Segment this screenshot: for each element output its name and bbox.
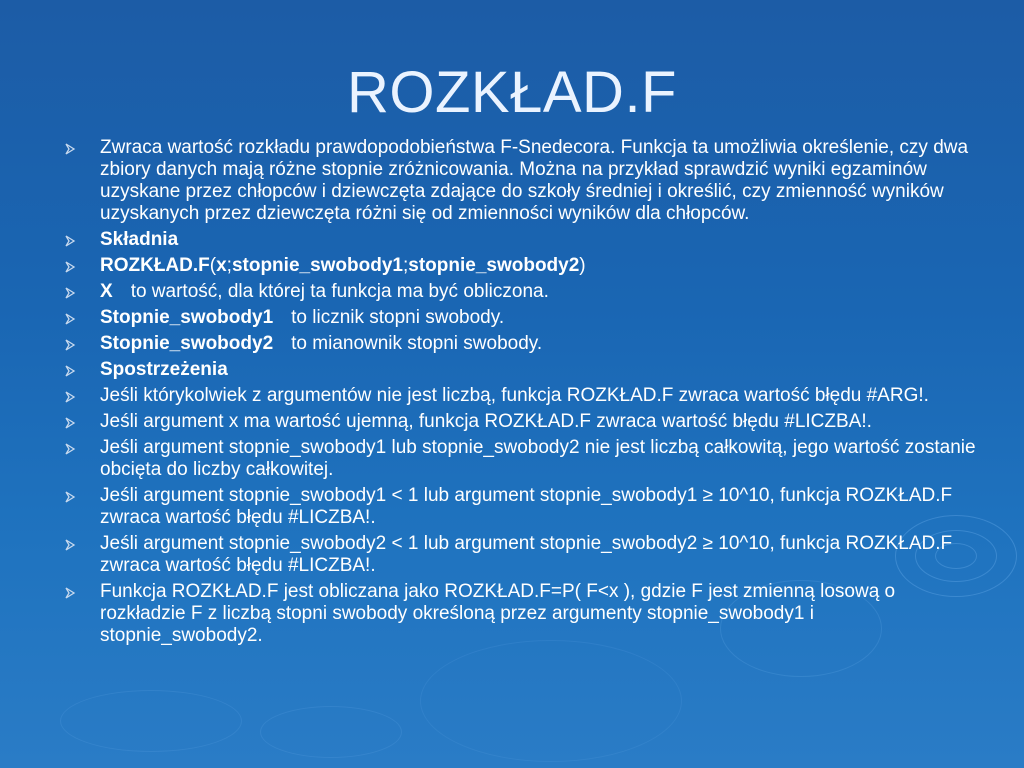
syntax-arg-x: x: [216, 255, 227, 276]
list-item-remark: [60, 581, 980, 647]
slide-title: ROZKŁAD.F: [347, 60, 677, 125]
list-item-remark: [60, 533, 980, 577]
chevron-right-icon: [64, 313, 76, 325]
item-text: Jeśli argument stopnie_swobody1 < 1 lub argument stopnie_swobody1 ≥ 10^10, funkcja ROZKŁAD.F zwraca wartość błędu #LICZBA!.: [100, 485, 953, 528]
list-item-syntax: [60, 255, 980, 277]
list-item-arg-df1: [60, 307, 980, 329]
chevron-right-icon: [64, 365, 76, 377]
item-text: Jeśli argument stopnie_swobody1 lub stopnie_swobody2 nie jest liczbą całkowitą, jego wartość zostanie obcięta do liczby całkowitej.: [100, 437, 976, 480]
item-text: Jeśli którykolwiek z argumentów nie jest liczbą, funkcja ROZKŁAD.F zwraca wartość błędu #ARG!.: [100, 385, 929, 406]
chevron-right-icon: [64, 391, 76, 403]
chevron-right-icon: [64, 539, 76, 551]
chevron-right-icon: [64, 235, 76, 247]
syntax-arg-df2: stopnie_swobody2: [408, 255, 580, 276]
bullet-list: [60, 137, 980, 651]
list-item-remark: [60, 411, 980, 433]
chevron-right-icon: [64, 417, 76, 429]
list-item-arg-x: [60, 281, 980, 303]
item-label: X: [100, 281, 113, 302]
item-text: Zwraca wartość rozkładu prawdopodobieństwa F-Snedecora. Funkcja ta umożliwia określenie, czy dwa zbiory danych mają różne stopnie zróżnicowania. Można na przykład sprawdzić wyniki egzaminów uzyskane przez chłopców i dziewczęta zdające do szkoły średniej i określić, czy zmienność wyników uzyskanych przez dziewczęta różni się od zmienności wyników dla chłopców.: [100, 137, 969, 224]
chevron-right-icon: [64, 443, 76, 455]
list-item-remark: [60, 385, 980, 407]
syntax-close-paren: ): [579, 255, 586, 276]
chevron-right-icon: [64, 339, 76, 351]
chevron-right-icon: [64, 587, 76, 599]
item-description: to wartość, dla której ta funkcja ma być obliczona.: [130, 281, 549, 302]
list-item-arg-df2: [60, 333, 980, 355]
item-text: Jeśli argument x ma wartość ujemną, funkcja ROZKŁAD.F zwraca wartość błędu #LICZBA!.: [100, 411, 872, 432]
item-text: Jeśli argument stopnie_swobody2 < 1 lub argument stopnie_swobody2 ≥ 10^10, funkcja ROZKŁAD.F zwraca wartość błędu #LICZBA!.: [100, 533, 953, 576]
item-description: to mianownik stopni swobody.: [291, 333, 543, 354]
chevron-right-icon: [64, 261, 76, 273]
list-item-remark: [60, 437, 980, 481]
syntax-separator: ;: [226, 255, 232, 276]
syntax-separator: ;: [402, 255, 409, 276]
syntax-open-paren: (: [209, 255, 217, 276]
item-text: Funkcja ROZKŁAD.F jest obliczana jako ROZKŁAD.F=P( F<x ), gdzie F jest zmienną losową o rozkładzie F z liczbą stopni swobody określoną przez argumenty stopnie_swobody1 i stopnie_swobody2.: [100, 581, 896, 646]
chevron-right-icon: [64, 287, 76, 299]
item-label: Spostrzeżenia: [100, 359, 228, 380]
syntax-arg-df1: stopnie_swobody1: [231, 255, 403, 276]
item-label: Stopnie_swobody2: [100, 333, 274, 354]
item-label: Składnia: [100, 229, 179, 250]
chevron-right-icon: [64, 491, 76, 503]
list-item-syntax-heading: [60, 229, 980, 251]
chevron-right-icon: [64, 143, 76, 155]
item-description: to licznik stopni swobody.: [291, 307, 505, 328]
list-item-remark: [60, 485, 980, 529]
item-label: Stopnie_swobody1: [100, 307, 274, 328]
syntax-function: ROZKŁAD.F: [100, 255, 210, 276]
list-item-description: [60, 137, 980, 225]
list-item-remarks-heading: [60, 359, 980, 381]
